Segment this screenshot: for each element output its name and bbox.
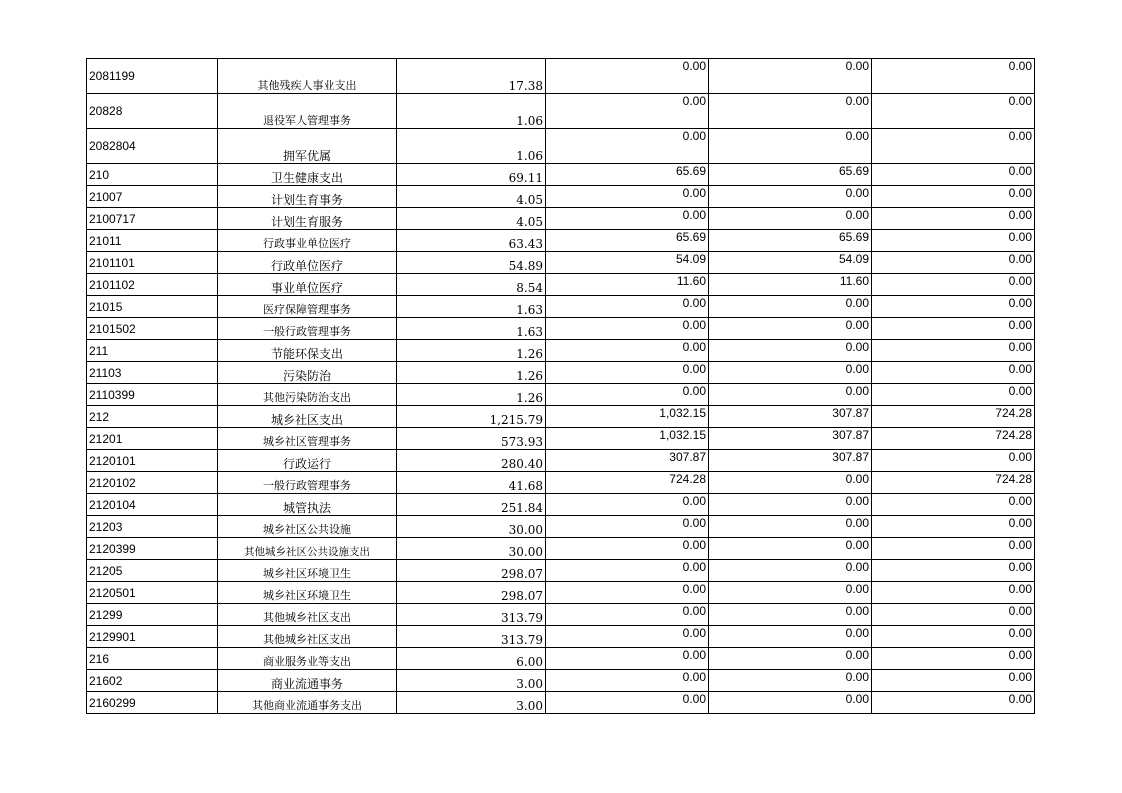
amount-cell-1: 0.00 bbox=[546, 208, 709, 230]
code-cell: 21602 bbox=[87, 670, 218, 692]
table-row bbox=[87, 604, 1035, 626]
total-cell: 4.05 bbox=[397, 186, 546, 208]
total-cell: 1.63 bbox=[397, 296, 546, 318]
name-cell: 卫生健康支出 bbox=[218, 164, 397, 186]
table-row bbox=[87, 296, 1035, 318]
amount-cell-3: 0.00 bbox=[872, 296, 1035, 318]
code-cell: 20828 bbox=[87, 94, 218, 129]
name-cell: 医疗保障管理事务 bbox=[218, 296, 397, 318]
amount-cell-1: 307.87 bbox=[546, 450, 709, 472]
table-row bbox=[87, 472, 1035, 494]
total-cell: 1.26 bbox=[397, 384, 546, 406]
amount-cell-2: 0.00 bbox=[709, 94, 872, 129]
table-row bbox=[87, 450, 1035, 472]
total-cell: 1.06 bbox=[397, 94, 546, 129]
amount-cell-1: 0.00 bbox=[546, 362, 709, 384]
table-row bbox=[87, 538, 1035, 560]
amount-cell-2: 307.87 bbox=[709, 450, 872, 472]
amount-cell-2: 0.00 bbox=[709, 582, 872, 604]
amount-cell-3: 0.00 bbox=[872, 604, 1035, 626]
code-cell: 2101102 bbox=[87, 274, 218, 296]
table-row bbox=[87, 274, 1035, 296]
budget-table bbox=[86, 58, 1035, 714]
amount-cell-3: 0.00 bbox=[872, 94, 1035, 129]
amount-cell-3: 0.00 bbox=[872, 538, 1035, 560]
name-cell: 拥军优属 bbox=[218, 129, 397, 164]
amount-cell-3: 0.00 bbox=[872, 274, 1035, 296]
amount-cell-1: 0.00 bbox=[546, 129, 709, 164]
amount-cell-3: 0.00 bbox=[872, 340, 1035, 362]
amount-cell-2: 0.00 bbox=[709, 648, 872, 670]
name-cell: 退役军人管理事务 bbox=[218, 94, 397, 129]
name-cell: 计划生育服务 bbox=[218, 208, 397, 230]
code-cell: 2120104 bbox=[87, 494, 218, 516]
amount-cell-3: 0.00 bbox=[872, 186, 1035, 208]
amount-cell-1: 0.00 bbox=[546, 560, 709, 582]
amount-cell-3: 0.00 bbox=[872, 208, 1035, 230]
name-cell: 城乡社区环境卫生 bbox=[218, 560, 397, 582]
total-cell: 1.06 bbox=[397, 129, 546, 164]
code-cell: 216 bbox=[87, 648, 218, 670]
amount-cell-3: 0.00 bbox=[872, 648, 1035, 670]
amount-cell-2: 0.00 bbox=[709, 208, 872, 230]
amount-cell-2: 307.87 bbox=[709, 406, 872, 428]
amount-cell-2: 0.00 bbox=[709, 626, 872, 648]
amount-cell-1: 65.69 bbox=[546, 164, 709, 186]
amount-cell-3: 0.00 bbox=[872, 318, 1035, 340]
name-cell: 计划生育事务 bbox=[218, 186, 397, 208]
name-cell: 城乡社区支出 bbox=[218, 406, 397, 428]
amount-cell-2: 0.00 bbox=[709, 670, 872, 692]
total-cell: 69.11 bbox=[397, 164, 546, 186]
amount-cell-3: 0.00 bbox=[872, 516, 1035, 538]
code-cell: 21299 bbox=[87, 604, 218, 626]
code-cell: 2120501 bbox=[87, 582, 218, 604]
total-cell: 251.84 bbox=[397, 494, 546, 516]
amount-cell-2: 0.00 bbox=[709, 384, 872, 406]
code-cell: 210 bbox=[87, 164, 218, 186]
amount-cell-1: 724.28 bbox=[546, 472, 709, 494]
amount-cell-3: 724.28 bbox=[872, 428, 1035, 450]
amount-cell-1: 1,032.15 bbox=[546, 428, 709, 450]
amount-cell-2: 54.09 bbox=[709, 252, 872, 274]
total-cell: 298.07 bbox=[397, 582, 546, 604]
amount-cell-1: 65.69 bbox=[546, 230, 709, 252]
name-cell: 行政单位医疗 bbox=[218, 252, 397, 274]
amount-cell-1: 0.00 bbox=[546, 296, 709, 318]
name-cell: 其他商业流通事务支出 bbox=[218, 692, 397, 714]
code-cell: 2081199 bbox=[87, 59, 218, 94]
table-row bbox=[87, 318, 1035, 340]
amount-cell-1: 0.00 bbox=[546, 582, 709, 604]
amount-cell-1: 0.00 bbox=[546, 186, 709, 208]
amount-cell-3: 0.00 bbox=[872, 450, 1035, 472]
amount-cell-3: 0.00 bbox=[872, 494, 1035, 516]
name-cell: 商业流通事务 bbox=[218, 670, 397, 692]
total-cell: 41.68 bbox=[397, 472, 546, 494]
table-row bbox=[87, 626, 1035, 648]
code-cell: 2110399 bbox=[87, 384, 218, 406]
amount-cell-3: 724.28 bbox=[872, 472, 1035, 494]
total-cell: 30.00 bbox=[397, 538, 546, 560]
amount-cell-1: 1,032.15 bbox=[546, 406, 709, 428]
amount-cell-3: 0.00 bbox=[872, 626, 1035, 648]
amount-cell-1: 0.00 bbox=[546, 318, 709, 340]
total-cell: 8.54 bbox=[397, 274, 546, 296]
amount-cell-2: 0.00 bbox=[709, 318, 872, 340]
code-cell: 21203 bbox=[87, 516, 218, 538]
code-cell: 2101101 bbox=[87, 252, 218, 274]
name-cell: 其他污染防治支出 bbox=[218, 384, 397, 406]
table-row bbox=[87, 362, 1035, 384]
total-cell: 54.89 bbox=[397, 252, 546, 274]
amount-cell-2: 0.00 bbox=[709, 560, 872, 582]
name-cell: 其他城乡社区支出 bbox=[218, 604, 397, 626]
table-row bbox=[87, 428, 1035, 450]
amount-cell-2: 0.00 bbox=[709, 538, 872, 560]
code-cell: 2120102 bbox=[87, 472, 218, 494]
code-cell: 211 bbox=[87, 340, 218, 362]
amount-cell-3: 0.00 bbox=[872, 230, 1035, 252]
name-cell: 其他城乡社区支出 bbox=[218, 626, 397, 648]
name-cell: 行政运行 bbox=[218, 450, 397, 472]
table-row bbox=[87, 384, 1035, 406]
amount-cell-3: 0.00 bbox=[872, 560, 1035, 582]
name-cell: 行政事业单位医疗 bbox=[218, 230, 397, 252]
name-cell: 一般行政管理事务 bbox=[218, 318, 397, 340]
name-cell: 城乡社区管理事务 bbox=[218, 428, 397, 450]
name-cell: 其他城乡社区公共设施支出 bbox=[218, 538, 397, 560]
code-cell: 2082804 bbox=[87, 129, 218, 164]
code-cell: 21103 bbox=[87, 362, 218, 384]
total-cell: 1.63 bbox=[397, 318, 546, 340]
total-cell: 6.00 bbox=[397, 648, 546, 670]
table-row bbox=[87, 692, 1035, 714]
table-row bbox=[87, 164, 1035, 186]
amount-cell-2: 0.00 bbox=[709, 472, 872, 494]
table-row bbox=[87, 406, 1035, 428]
total-cell: 298.07 bbox=[397, 560, 546, 582]
amount-cell-3: 724.28 bbox=[872, 406, 1035, 428]
amount-cell-2: 0.00 bbox=[709, 129, 872, 164]
amount-cell-1: 0.00 bbox=[546, 59, 709, 94]
table-row bbox=[87, 340, 1035, 362]
table-row bbox=[87, 208, 1035, 230]
table-row bbox=[87, 129, 1035, 164]
name-cell: 商业服务业等支出 bbox=[218, 648, 397, 670]
code-cell: 21007 bbox=[87, 186, 218, 208]
code-cell: 2120399 bbox=[87, 538, 218, 560]
amount-cell-2: 307.87 bbox=[709, 428, 872, 450]
amount-cell-1: 0.00 bbox=[546, 604, 709, 626]
amount-cell-3: 0.00 bbox=[872, 384, 1035, 406]
amount-cell-2: 0.00 bbox=[709, 604, 872, 626]
amount-cell-1: 0.00 bbox=[546, 670, 709, 692]
amount-cell-3: 0.00 bbox=[872, 252, 1035, 274]
total-cell: 313.79 bbox=[397, 626, 546, 648]
table-row bbox=[87, 494, 1035, 516]
amount-cell-3: 0.00 bbox=[872, 59, 1035, 94]
table-row bbox=[87, 186, 1035, 208]
amount-cell-3: 0.00 bbox=[872, 692, 1035, 714]
amount-cell-1: 0.00 bbox=[546, 538, 709, 560]
amount-cell-2: 0.00 bbox=[709, 692, 872, 714]
amount-cell-3: 0.00 bbox=[872, 582, 1035, 604]
amount-cell-1: 0.00 bbox=[546, 384, 709, 406]
amount-cell-2: 0.00 bbox=[709, 494, 872, 516]
table-row bbox=[87, 582, 1035, 604]
table-row bbox=[87, 516, 1035, 538]
table-row bbox=[87, 59, 1035, 94]
table-row bbox=[87, 94, 1035, 129]
code-cell: 21201 bbox=[87, 428, 218, 450]
budget-table-body bbox=[87, 59, 1035, 714]
name-cell: 一般行政管理事务 bbox=[218, 472, 397, 494]
total-cell: 4.05 bbox=[397, 208, 546, 230]
amount-cell-2: 0.00 bbox=[709, 516, 872, 538]
amount-cell-2: 11.60 bbox=[709, 274, 872, 296]
name-cell: 城管执法 bbox=[218, 494, 397, 516]
amount-cell-2: 0.00 bbox=[709, 59, 872, 94]
table-row bbox=[87, 670, 1035, 692]
amount-cell-1: 11.60 bbox=[546, 274, 709, 296]
table-row bbox=[87, 648, 1035, 670]
total-cell: 17.38 bbox=[397, 59, 546, 94]
amount-cell-1: 0.00 bbox=[546, 626, 709, 648]
amount-cell-3: 0.00 bbox=[872, 164, 1035, 186]
amount-cell-1: 0.00 bbox=[546, 494, 709, 516]
name-cell: 污染防治 bbox=[218, 362, 397, 384]
name-cell: 城乡社区公共设施 bbox=[218, 516, 397, 538]
code-cell: 21205 bbox=[87, 560, 218, 582]
total-cell: 3.00 bbox=[397, 670, 546, 692]
name-cell: 事业单位医疗 bbox=[218, 274, 397, 296]
name-cell: 城乡社区环境卫生 bbox=[218, 582, 397, 604]
code-cell: 2129901 bbox=[87, 626, 218, 648]
amount-cell-3: 0.00 bbox=[872, 129, 1035, 164]
code-cell: 2101502 bbox=[87, 318, 218, 340]
amount-cell-2: 65.69 bbox=[709, 164, 872, 186]
table-row bbox=[87, 560, 1035, 582]
total-cell: 1.26 bbox=[397, 340, 546, 362]
code-cell: 2120101 bbox=[87, 450, 218, 472]
amount-cell-2: 0.00 bbox=[709, 186, 872, 208]
amount-cell-2: 0.00 bbox=[709, 296, 872, 318]
amount-cell-1: 54.09 bbox=[546, 252, 709, 274]
total-cell: 573.93 bbox=[397, 428, 546, 450]
code-cell: 21011 bbox=[87, 230, 218, 252]
amount-cell-1: 0.00 bbox=[546, 340, 709, 362]
code-cell: 2100717 bbox=[87, 208, 218, 230]
total-cell: 63.43 bbox=[397, 230, 546, 252]
name-cell: 其他残疾人事业支出 bbox=[218, 59, 397, 94]
table-row bbox=[87, 252, 1035, 274]
total-cell: 1.26 bbox=[397, 362, 546, 384]
amount-cell-3: 0.00 bbox=[872, 670, 1035, 692]
total-cell: 30.00 bbox=[397, 516, 546, 538]
total-cell: 313.79 bbox=[397, 604, 546, 626]
table-row bbox=[87, 230, 1035, 252]
amount-cell-1: 0.00 bbox=[546, 516, 709, 538]
amount-cell-2: 65.69 bbox=[709, 230, 872, 252]
code-cell: 2160299 bbox=[87, 692, 218, 714]
code-cell: 21015 bbox=[87, 296, 218, 318]
total-cell: 3.00 bbox=[397, 692, 546, 714]
amount-cell-2: 0.00 bbox=[709, 362, 872, 384]
total-cell: 1,215.79 bbox=[397, 406, 546, 428]
total-cell: 280.40 bbox=[397, 450, 546, 472]
amount-cell-1: 0.00 bbox=[546, 94, 709, 129]
amount-cell-1: 0.00 bbox=[546, 692, 709, 714]
code-cell: 212 bbox=[87, 406, 218, 428]
amount-cell-3: 0.00 bbox=[872, 362, 1035, 384]
amount-cell-1: 0.00 bbox=[546, 648, 709, 670]
amount-cell-2: 0.00 bbox=[709, 340, 872, 362]
name-cell: 节能环保支出 bbox=[218, 340, 397, 362]
